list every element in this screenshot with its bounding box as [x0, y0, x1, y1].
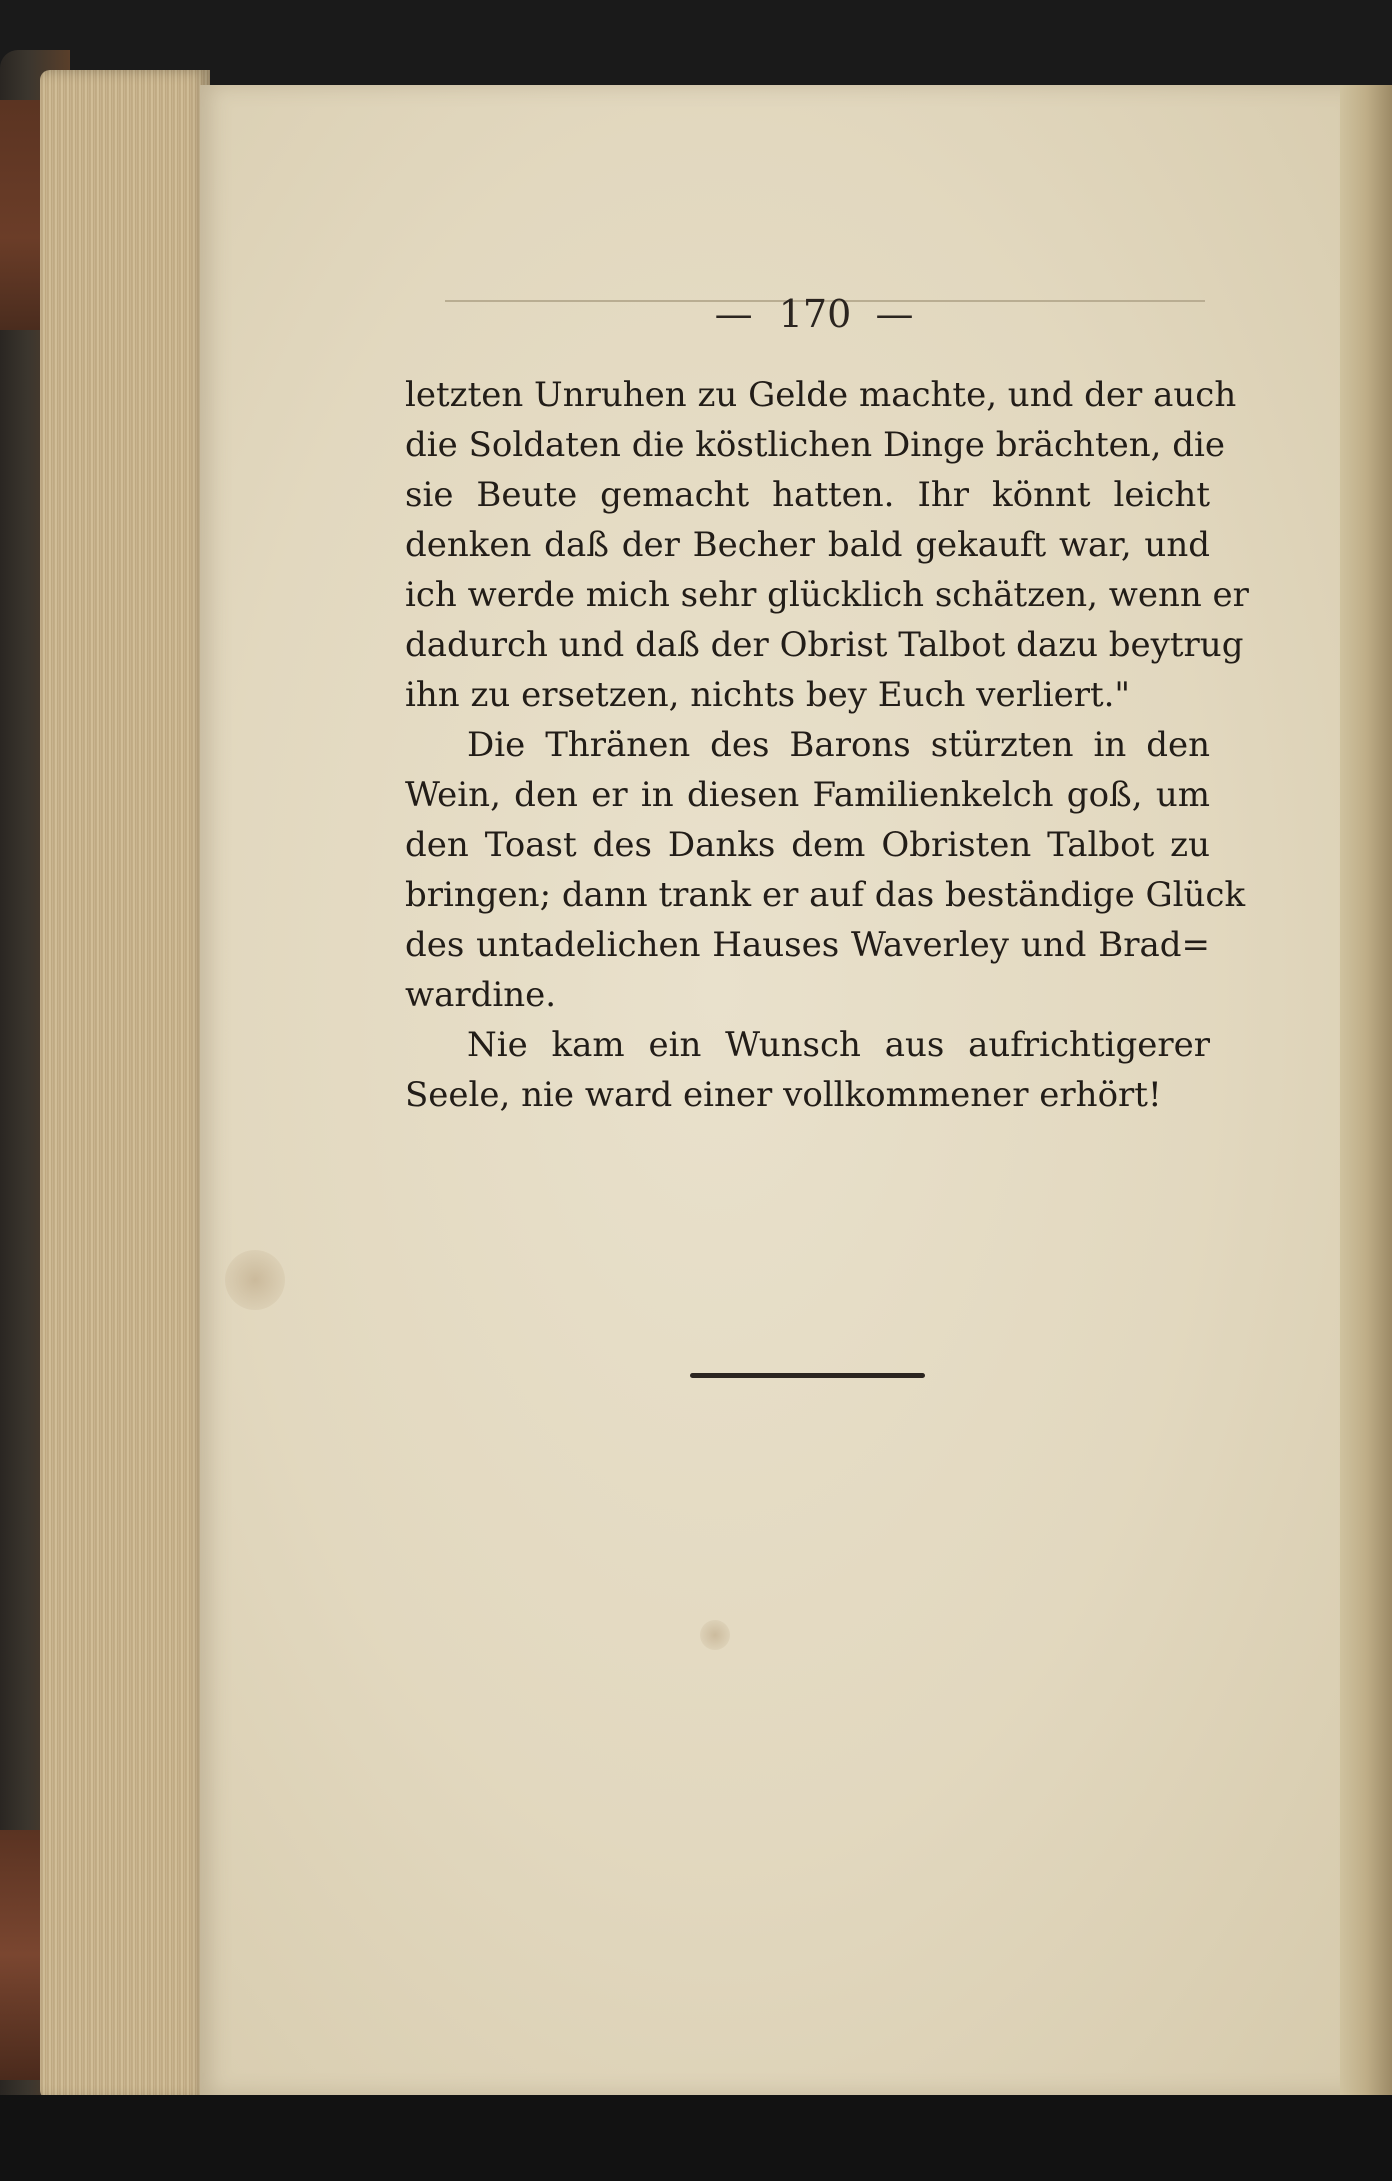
text-line: letzten Unruhen zu Gelde machte, und der auch — [405, 375, 1237, 415]
paragraph — [405, 1020, 1210, 1120]
page-number — [690, 292, 940, 342]
paragraph — [405, 720, 1246, 1020]
text-line: bringen; dann trank er auf das beständige Glück — [405, 875, 1246, 915]
text-line: des untadelichen Hauses Waverley und Brad= — [405, 925, 1210, 965]
text-line: Seele, nie ward einer vollkommener erhört! — [405, 1075, 1162, 1115]
chapter-end-rule — [690, 1373, 925, 1378]
text-line: dadurch und daß der Obrist Talbot dazu beytrug — [405, 625, 1244, 665]
text-line: den Toast des Danks dem Obristen Talbot zu — [405, 825, 1210, 865]
bottom-shadow — [0, 2095, 1392, 2181]
page-edges-stack — [40, 70, 210, 2100]
text-line: Die Thränen des Barons stürzten in den — [467, 725, 1210, 765]
right-page-edge — [1340, 85, 1392, 2095]
paragraph — [405, 370, 1249, 720]
paper-stain — [700, 1620, 730, 1650]
text-line: sie Beute gemacht hatten. Ihr könnt leicht — [405, 475, 1210, 515]
text-line: Nie kam ein Wunsch aus aufrichtigerer — [467, 1025, 1210, 1065]
text-line: wardine. — [405, 975, 557, 1015]
text-line: ihn zu ersetzen, nichts bey Euch verliert." — [405, 675, 1131, 715]
text-line: die Soldaten die köstlichen Dinge brächten, die — [405, 425, 1226, 465]
text-line: denken daß der Becher bald gekauft war, und — [405, 525, 1210, 565]
text-line: ich werde mich sehr glücklich schätzen, wenn er — [405, 575, 1249, 615]
body-text — [405, 370, 1249, 1120]
paper-stain — [225, 1250, 285, 1310]
page-number-dash-left: — — [714, 292, 755, 336]
page-number-dash-right: — — [875, 292, 916, 336]
page-number-value: 170 — [778, 292, 852, 336]
text-line: Wein, den er in diesen Familienkelch goß, um — [405, 775, 1210, 815]
